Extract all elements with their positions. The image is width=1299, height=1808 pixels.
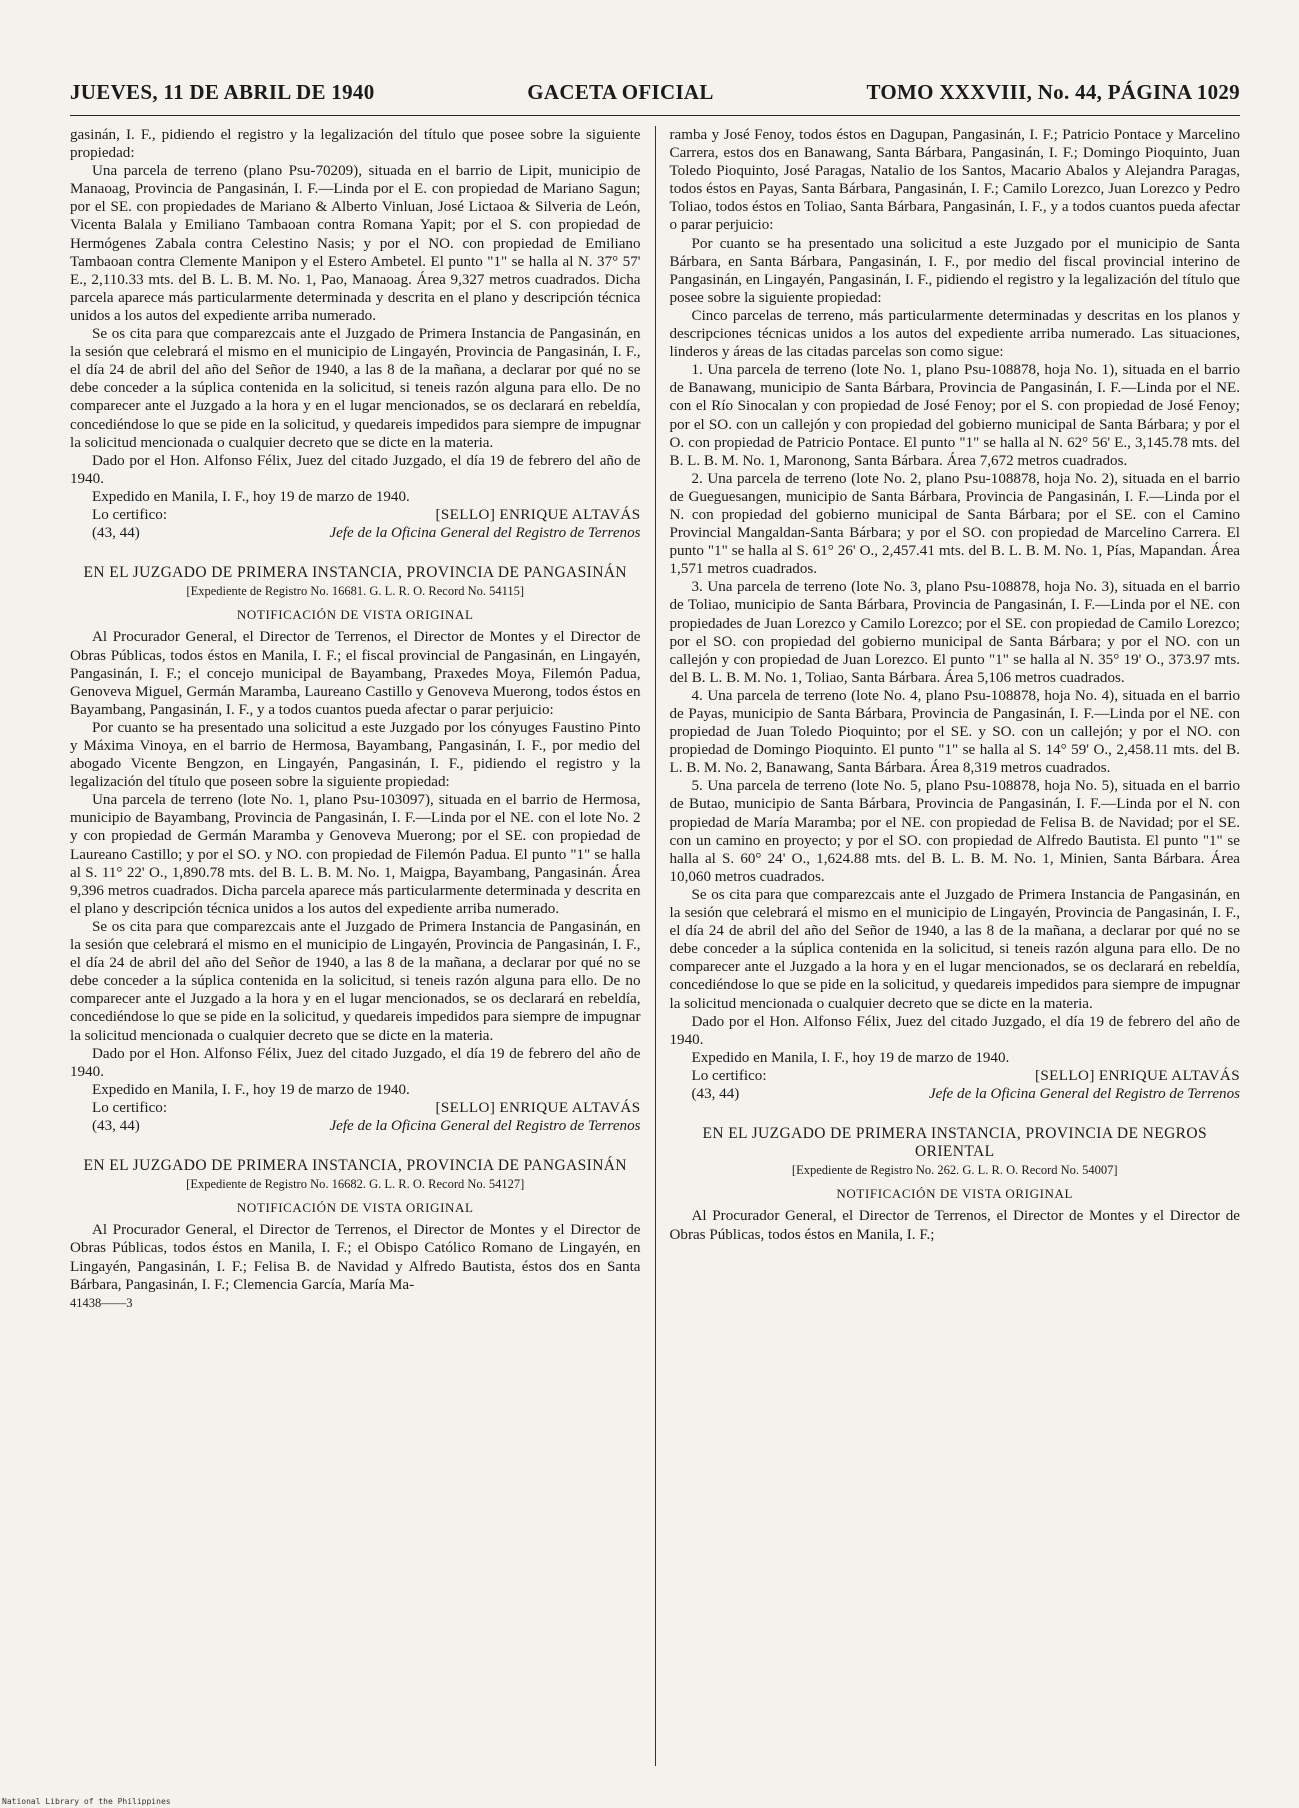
paragraph: gasinán, I. F., pidiendo el registro y la legalización del título que posee sobre la siguiente propiedad: — [70, 127, 641, 162]
paragraph: Dado por el Hon. Alfonso Félix, Juez del citado Juzgado, el día 19 de febrero del año de 1940. — [669, 1013, 1240, 1048]
paragraph: Cinco parcelas de terreno, más particularmente determinadas y descritas en los planos y descripciones técnicas unidos a los autos del expediente arriba numerado. Las situaciones, linderos y áreas de las citadas parcelas son como sigue: — [669, 307, 1240, 361]
left-column — [70, 126, 656, 1766]
paragraph: Al Procurador General, el Director de Terrenos, el Director de Montes y el Director de Obras Públicas, todos éstos en Manila, I. F.; — [669, 1208, 1240, 1243]
notice-title: NOTIFICACIÓN DE VISTA ORIGINAL — [236, 1200, 474, 1216]
print-code: 41438——3 — [70, 1295, 133, 1310]
paragraph: Una parcela de terreno (plano Psu-70209), situada en el barrio de Lipit, municipio de Manaoag, Provincia de Pangasinán, I. F.—Linda por el E. con propiedad de Mariano Sagun; por el SE. con propiedades de Mariano & Alberto Vinluan, José Lictaoa & Silveria de León, Vicenta Balala y Emiliano Tambaoan contra Romana Yapit; por el S. con propiedad de Hermógenes Zabala contra Celestino Nasis; y por el NO. con propiedad de Emiliano Tambaoan contra Clemente Manipon y el Estero Ambetel. El punto "1" se halla al N. 37° 57' E., 2,110.33 mts. del B. L. B. M. No. 1, Pao, Manaoag. Área 9,327 metros cuadrados. Dicha parcela aparece más particularmente determinada y descrita en el plano y descripción técnica unidos a los autos del expediente arriba numerado. — [70, 163, 641, 324]
columns — [70, 126, 1240, 1766]
paragraph: Se os cita para que comparezcais ante el Juzgado de Primera Instancia de Pangasinán, en la sesión que celebrará el mismo en el municipio de Lingayén, Provincia de Pangasinán, I. F., el día 24 de abril del año del Señor de 1940, a las 8 de la mañana, a declarar por qué no se debe conceder a la súplica contenida en la solicitud, si teneis razón alguna para ello. De no comparecer ante el Juzgado a la hora y en el lugar mencionados, se os declarará en rebeldía, concediéndose lo que se pide en la solicitud, y quedareis impedidos para siempre de impugnar la solicitud mencionada o cualquier decreto que se dicte en la materia. — [70, 326, 641, 451]
scan-source-note: National Library of the Philippines — [2, 1797, 171, 1806]
paragraph: Por cuanto se ha presentado una solicitud a este Juzgado por el municipio de Santa Bárbara, en Santa Bárbara, Pangasinán, I. F., por medio del fiscal provincial interino de Pangasinán, en Lingayén, Pangasinán, I. F., pidiendo el registro y la legalización del título que posee sobre la siguiente propiedad: — [669, 235, 1240, 306]
issue-number: (43, 44) — [92, 1117, 140, 1134]
signature-line — [670, 1067, 1241, 1085]
signature-name: [SELLO] ENRIQUE ALTAVÁS — [435, 506, 641, 523]
paragraph: 2. Una parcela de terreno (lote No. 2, plano Psu-108878, hoja No. 2), situada en el barrio de Gueguesangen, municipio de Santa Bárbara, Provincia de Pangasinán, I. F.—Linda por el N. con propiedad del gobierno municipal de Santa Bárbara; por el SE. con el Camino Provincial Mangaldan-Santa Bárbara; y por el SO. con propiedad de Marcelino Carrera. El punto "1" se halla al S. 61° 26' O., 2,457.41 mts. del B. L. B. M. No. 1, Pías, Mapandan. Área 1,571 metros cuadrados. — [669, 470, 1240, 578]
issue-number: (43, 44) — [691, 1085, 740, 1102]
paragraph: ramba y José Fenoy, todos éstos en Dagupan, Pangasinán, I. F.; Patricio Pontace y Marcelino Carrera, estos dos en Banawang, Santa Bárbara, Pangasinán, I. F.; Domingo Pioquinto, Juan Toledo Pioquinto, José Paragas, Natalio de los Santos, Macario Abalos y Alejandra Paragas, todos éstos en Payas, Santa Bárbara, Pangasinán, I. F.; Camilo Lorezco, Juan Lorezco y Pedro Toliao, todos éstos en Toliao, Santa Bárbara, Pangasinán, I. F., y a todos cuantos pueda afectar o parar perjuicio: — [669, 127, 1240, 234]
signature-line — [70, 1099, 641, 1117]
signature-line — [70, 506, 641, 524]
issue-number: (43, 44) — [92, 525, 140, 542]
right-column — [656, 126, 1241, 1766]
signature-name: [SELLO] ENRIQUE ALTAVÁS — [435, 1099, 641, 1116]
signature-title: Jefe de la Oficina General del Registro de Terrenos — [329, 525, 641, 542]
paragraph: Al Procurador General, el Director de Terrenos, el Director de Montes y el Director de Obras Públicas, todos éstos en Manila, I. F.; el fiscal provincial de Pangasinán, en Lingayén, Pangasinán, I. F.; el concejo municipal de Bayambang, Praxedes Moya, Filemón Padua, Genoveva Miguel, Germán Maramba, Laureano Castillo y Genoveva Muerong, todos éstos en Bayambang, Pangasinán, I. F., y a todos cuantos pueda afectar o parar perjuicio: — [70, 629, 641, 718]
certify-label: Lo certifico: — [92, 1099, 168, 1116]
paragraph: 1. Una parcela de terreno (lote No. 1, plano Psu-108878, hoja No. 1), situada en el barrio de Banawang, municipio de Santa Bárbara, Provincia de Pangasinán, I. F.—Linda por el NE. con el Río Sinocalan y con propiedad de José Fenoy; por el S. con propiedad de José Fenoy; por el SO. con un callejón y con propiedad del gobierno municipal de Santa Bárbara; y por el O. con propiedad de Patricio Pontace. El punto "1" se halla al N. 62° 56' E., 3,145.78 mts. del B. L. B. M. No. 1, Maronong, Santa Bárbara. Área 7,672 metros cuadrados. — [669, 362, 1240, 469]
notice-title: NOTIFICACIÓN DE VISTA ORIGINAL — [836, 1186, 1074, 1202]
paragraph: Expedido en Manila, I. F., hoy 19 de marzo de 1940. — [92, 1081, 410, 1098]
certify-label: Lo certifico: — [691, 1067, 767, 1084]
record-number: [Expediente de Registro No. 16681. G. L. R. O. Record No. 54115] — [186, 584, 525, 599]
signature-title: Jefe de la Oficina General del Registro de Terrenos — [928, 1085, 1240, 1102]
paragraph: Expedido en Manila, I. F., hoy 19 de marzo de 1940. — [92, 488, 410, 505]
paragraph: 5. Una parcela de terreno (lote No. 5, plano Psu-108878, hoja No. 5), situada en el barrio de Butao, municipio de Santa Bárbara, Provincia de Pangasinán, I. F.—Linda por el N. con propiedad de María Maramba; por el NE. con propiedad de Felisa B. de Navidad; por el SE. con un camino en proyecto; y por el SO. con propiedad de Alfredo Bautista. El punto "1" se halla al S. 60° 24' O., 1,624.88 mts. del B. L. B. M. No. 1, Minien, Santa Bárbara. Área 10,060 metros cuadrados. — [669, 778, 1240, 885]
paragraph: Una parcela de terreno (lote No. 1, plano Psu-103097), situada en el barrio de Hermosa, municipio de Bayambang, Provincia de Pangasinán, I. F.—Linda por el NE. con el lote No. 2 y con propiedad de Germán Maramba y Genoveva Muerong; por el SE. con propiedad de Laureano Castillo; y por el SO. y NO. con propiedad de Filemón Padua. El punto "1" se halla al S. 11° 22' O., 1,890.78 mts. del B. L. B. M. No. 1, Maigpa, Bayambang, Pangasinán. Área 9,396 metros cuadrados. Dicha parcela aparece más particularmente determinada y descrita en el plano y descripción técnica unidos a los autos del expediente arriba numerado. — [70, 792, 641, 917]
signature-title: Jefe de la Oficina General del Registro de Terrenos — [329, 1117, 641, 1134]
signature-name: [SELLO] ENRIQUE ALTAVÁS — [1034, 1067, 1240, 1084]
paragraph: Al Procurador General, el Director de Terrenos, el Director de Montes y el Director de Obras Públicas, todos éstos en Manila, I. F.; el Obispo Católico Romano de Lingayén, en Lingayén, Pangasinán, I. F.; Felisa B. de Navidad y Alfredo Bautista, éstos dos en Santa Bárbara, Pangasinán, I. F.; Clemencia García, María Ma- — [70, 1222, 641, 1293]
signature-title-line — [70, 1117, 641, 1135]
header-volume: TOMO XXXVIII, No. 44, PÁGINA 1029 — [866, 80, 1240, 104]
gazette-page — [70, 80, 1240, 1780]
paragraph: 4. Una parcela de terreno (lote No. 4, plano Psu-108878, hoja No. 4), situada en el barrio de Payas, municipio de Santa Bárbara, Provincia de Pangasinán, I. F.—Linda por el NE. con propiedad de Juan Toledo Pioquinto; por el SE. y SO. con un callejón; y por el NO. con propiedad de Domingo Pioquinto. El punto "1" se halla al S. 14° 59' O., 2,458.11 mts. del B. L. B. M. No. 2, Banawang, Santa Bárbara. Área 8,319 metros cuadrados. — [669, 687, 1240, 777]
page-header — [70, 80, 1240, 116]
court-heading: EN EL JUZGADO DE PRIMERA INSTANCIA, PROVINCIA DE PANGASINÁN — [83, 564, 627, 582]
paragraph: Expedido en Manila, I. F., hoy 19 de marzo de 1940. — [691, 1049, 1010, 1066]
header-title: GACETA OFICIAL — [527, 80, 714, 104]
paragraph: 3. Una parcela de terreno (lote No. 3, plano Psu-108878, hoja No. 3), situada en el barrio de Toliao, municipio de Santa Bárbara, Provincia de Pangasinán, I. F.—Linda por el NE. con propiedades de Juan Lorezco y Camilo Lorezco; por el SE. con propiedad de Camilo Lorezco; por el SO. con propiedad del gobierno municipal de Santa Bárbara; y por el NO. con un callejón y con propiedad de Juan Lorezco. El punto "1" se halla al N. 35° 19' O., 373.97 mts. del B. L. B. M. No. 1, Toliao, Santa Bárbara. Área 5,106 metros cuadrados. — [669, 579, 1240, 686]
header-date: JUEVES, 11 DE ABRIL DE 1940 — [70, 80, 375, 104]
court-heading: EN EL JUZGADO DE PRIMERA INSTANCIA, PROVINCIA DE NEGROS ORIENTAL — [702, 1125, 1208, 1161]
court-heading: EN EL JUZGADO DE PRIMERA INSTANCIA, PROVINCIA DE PANGASINÁN — [83, 1157, 627, 1175]
paragraph: Se os cita para que comparezcais ante el Juzgado de Primera Instancia de Pangasinán, en la sesión que celebrará el mismo en el municipio de Lingayén, Provincia de Pangasinán, I. F., el día 24 de abril del año del Señor de 1940, a las 8 de la mañana, a declarar por qué no se debe conceder a la súplica contenida en la solicitud, si teneis razón alguna para ello. De no comparecer ante el Juzgado a la hora y en el lugar mencionados, se os declarará en rebeldía, concediéndose lo que se pide en la solicitud, y quedareis impedidos para siempre de impugnar la solicitud mencionada o cualquier decreto que se dicte en la materia. — [669, 886, 1240, 1012]
record-number: [Expediente de Registro No. 16682. G. L. R. O. Record No. 54127] — [186, 1177, 525, 1192]
paragraph: Por cuanto se ha presentado una solicitud a este Juzgado por los cónyuges Faustino Pinto y Máxima Vinoya, en el barrio de Hermosa, Bayambang, Pangasinán, I. F., por medio del abogado Vicente Bengzon, en Lingayén, Pangasinán, I. F., pidiendo el registro y la legalización del título que poseen sobre la siguiente propiedad: — [70, 719, 641, 791]
paragraph: Dado por el Hon. Alfonso Félix, Juez del citado Juzgado, el día 19 de febrero del año de 1940. — [70, 452, 641, 487]
signature-title-line — [670, 1085, 1241, 1103]
paragraph: Dado por el Hon. Alfonso Félix, Juez del citado Juzgado, el día 19 de febrero del año de 1940. — [70, 1045, 641, 1080]
certify-label: Lo certifico: — [92, 506, 168, 523]
paragraph: Se os cita para que comparezcais ante el Juzgado de Primera Instancia de Pangasinán, en la sesión que celebrará el mismo en el municipio de Lingayén, Provincia de Pangasinán, I. F., el día 24 de abril del año del Señor de 1940, a las 8 de la mañana, a declarar por qué no se debe conceder a la súplica contenida en la solicitud, si teneis razón alguna para ello. De no comparecer ante el Juzgado a la hora y en el lugar mencionados, se os declarará en rebeldía, concediéndose lo que se pide en la solicitud, y quedareis impedidos para siempre de impugnar la solicitud mencionada o cualquier decreto que se dicte en la materia. — [70, 918, 641, 1044]
notice-title: NOTIFICACIÓN DE VISTA ORIGINAL — [236, 607, 474, 623]
record-number: [Expediente de Registro No. 262. G. L. R. O. Record No. 54007] — [791, 1163, 1118, 1178]
signature-title-line — [70, 524, 641, 542]
